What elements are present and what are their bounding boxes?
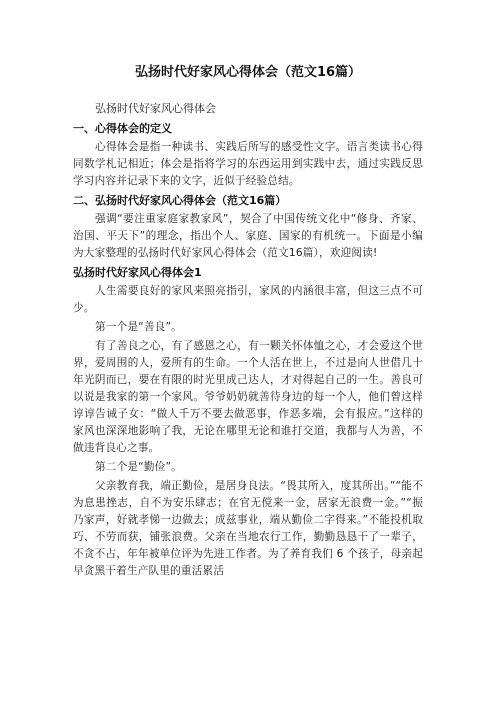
paragraph: 第一个是“善良”。 [95, 321, 182, 333]
article-heading: 弘扬时代好家风心得体会1 [73, 266, 202, 279]
page-title: 弘扬时代好家风心得体会（范文16篇） [134, 65, 362, 80]
section-heading-essays: 二、弘扬时代好家风心得体会（范文16篇） [73, 194, 287, 207]
paragraph: 强调“要注重家庭家教家风”，契合了中国传统文化中“修身、齐家、治国、平天下”的理念，指出个人、家庭、国家的有机统一。下面是小编为大家整理的弘扬时代好家风心得体会（范文16篇），欢迎阅读! [73, 213, 423, 259]
document-subtitle: 弘扬时代好家风心得体会 [95, 102, 216, 115]
paragraph: 有了善良之心，有了感恩之心，有一颗关怀体恤之心，才会爱这个世界，爱周围的人，爱所有的生命。一个人活在世上，不过是向人世借几十年光阴而已，要在有限的时光里成己达人，才对得起自己的一生。善良可以说是我家的第一个家风。爷爷奶奶就善待身边的每一个人，他们曾这样谆谆告诫子女：“做人千万不要去做恶事，作恶多端，会有报应。”这样的家风也深深地影响了我，无论在哪里无论和谁打交道，我都与人为善，不做违背良心之事。 [73, 340, 423, 454]
paragraph: 心得体会是指一种读书、实践后所写的感受性文字。语言类读书心得同数学札记相近；体会是指将学习的东西运用到实践中去，通过实践反思学习内容并记录下来的文字，近似于经验总结。 [73, 141, 423, 187]
paragraph: 父亲教育我，端正勤俭，是居身良法。“畏其所入，度其所出。”“能不为息患挫志，自不为安乐肆志；在官无傥来一金，居家无浪费一金。”“振乃家声，好就孝悌一边做去；成兹事业，端从勤俭二字得来。”不能投机取巧、不劳而获，铺张浪费。父亲在当地农行工作，勤勤恳恳干了一辈子，不贪不占，年年被单位评为先进工作者。为了养育我们 6 个孩子，母亲起早贪黑干着生产队里的重活累活 [73, 480, 423, 577]
section-heading-definition: 一、心得体会的定义 [73, 122, 172, 135]
paragraph: 第二个是“勤俭”。 [95, 461, 182, 473]
paragraph: 人生需要良好的家风来照亮指引，家风的内涵很丰富，但这三点不可少。 [73, 285, 423, 314]
